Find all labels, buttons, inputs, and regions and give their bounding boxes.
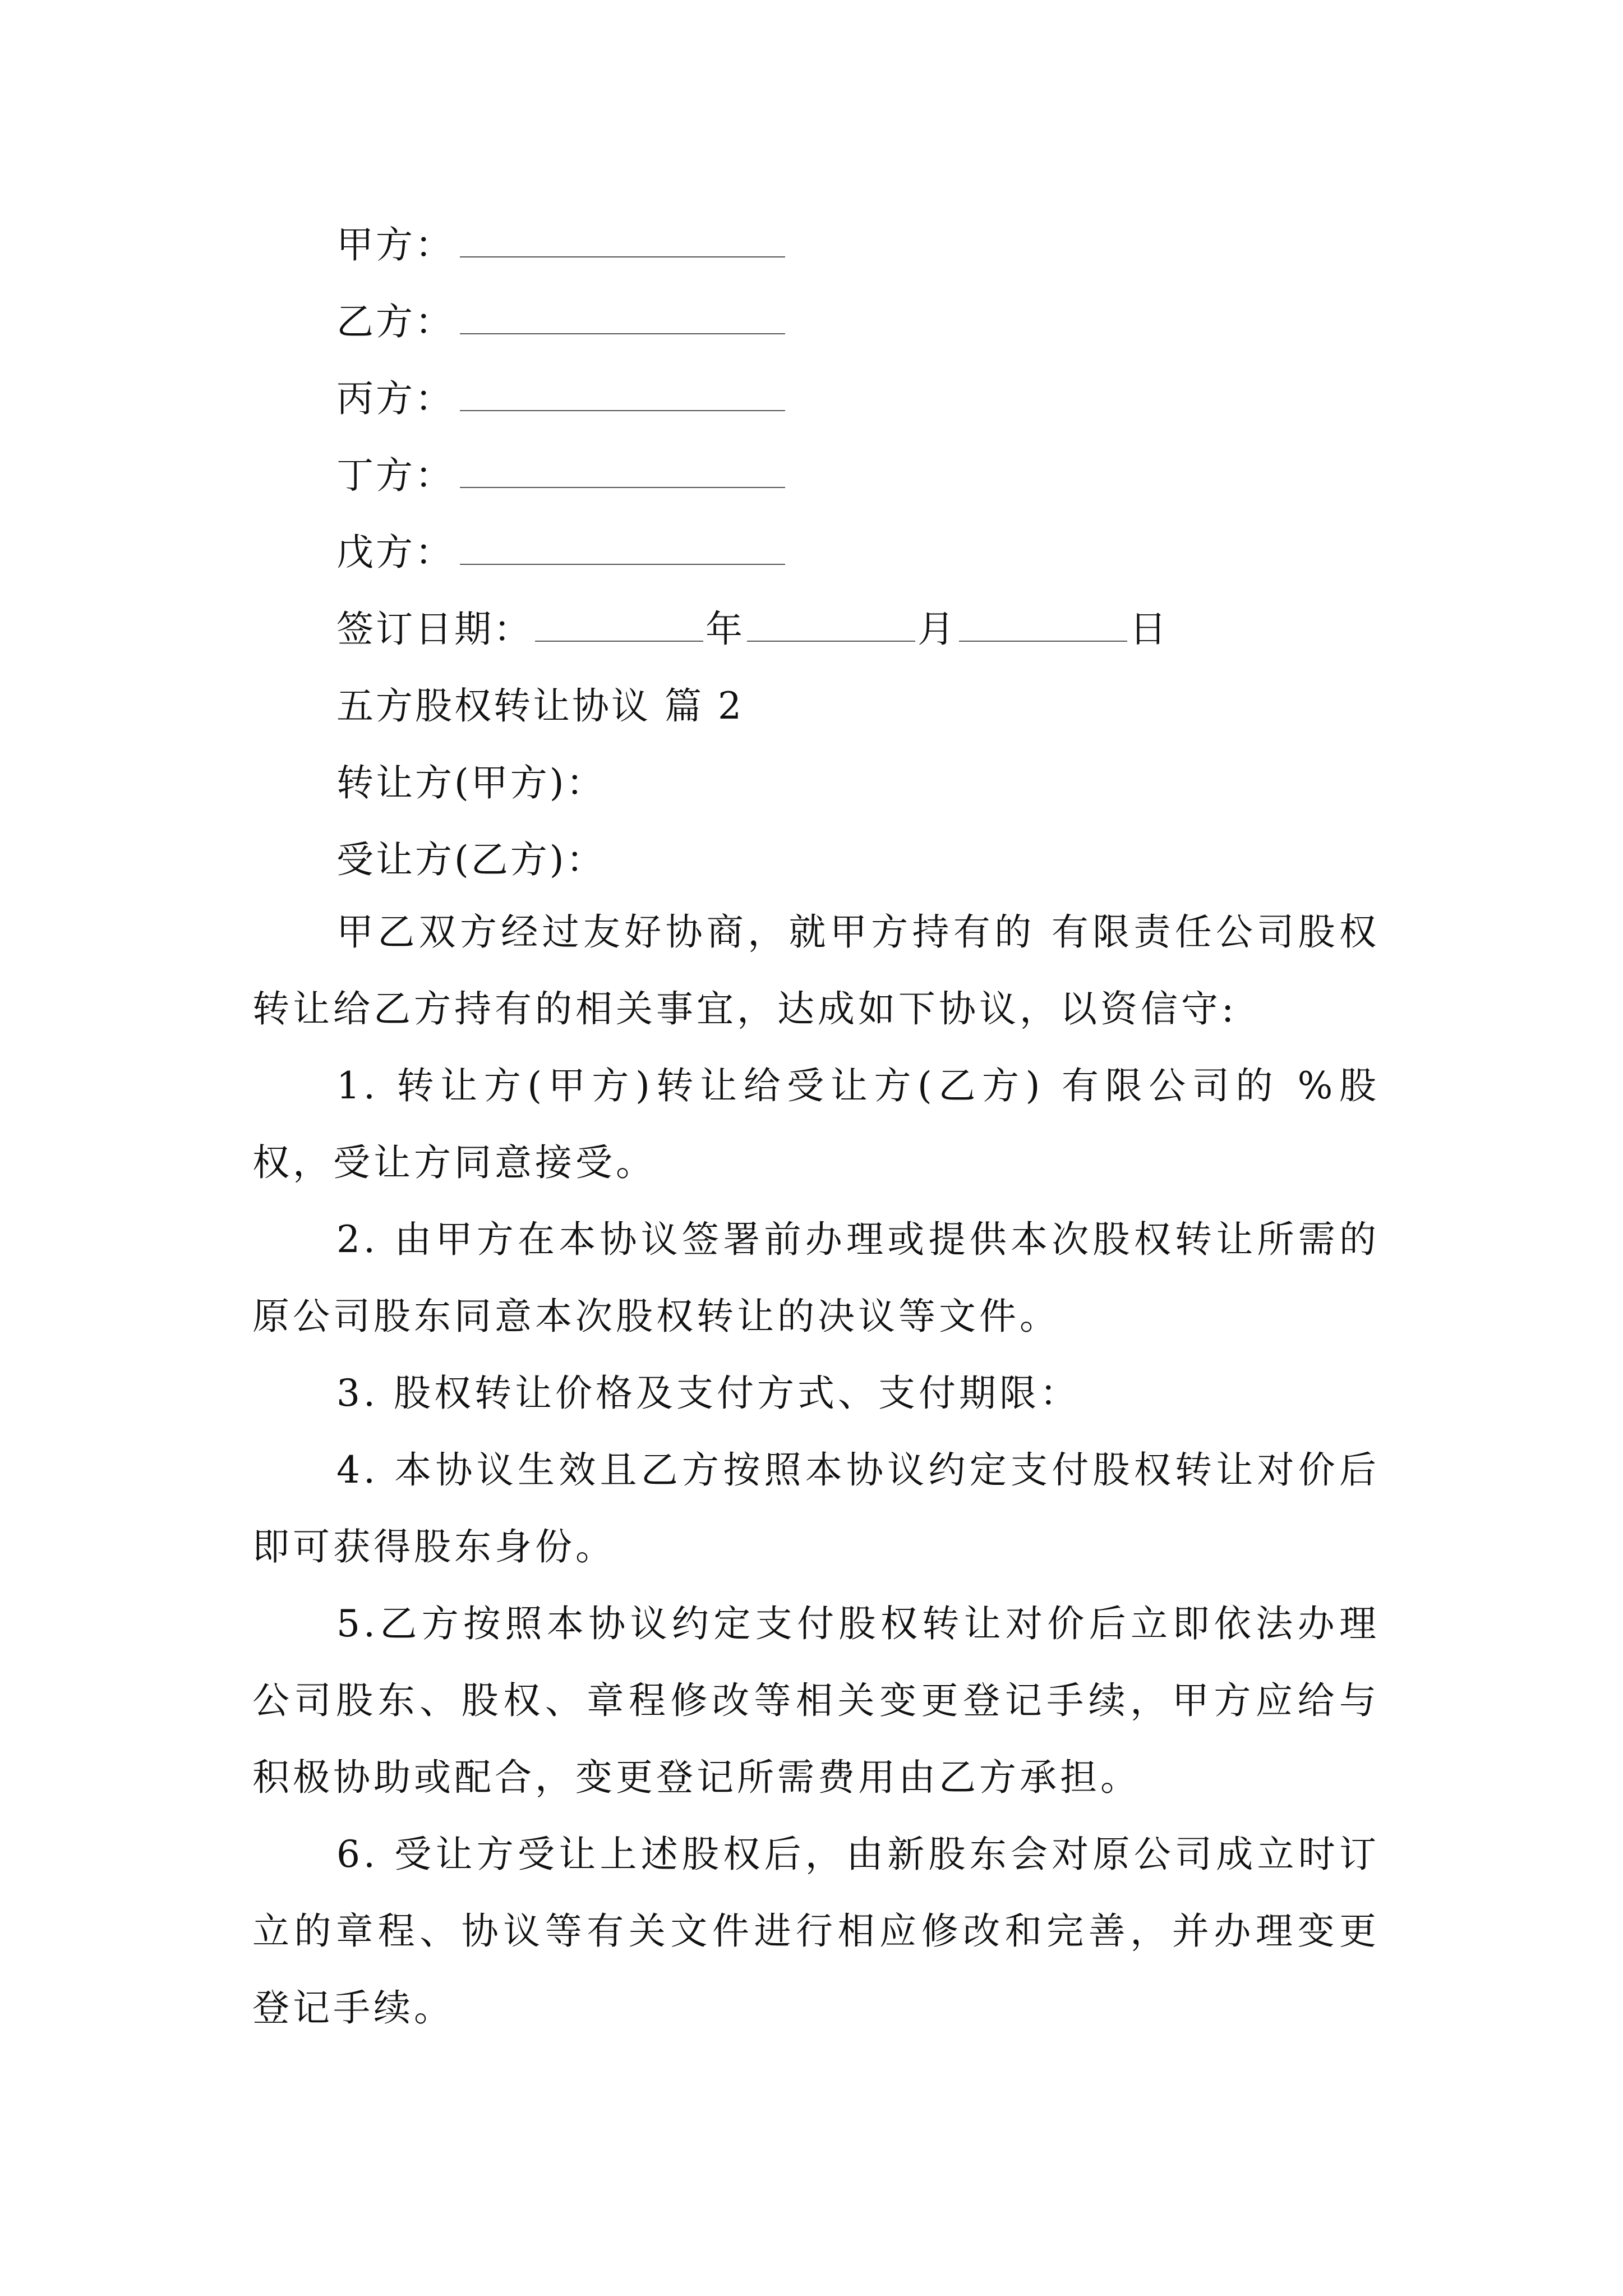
month-label: 月 [917,608,957,651]
year-label: 年 [706,608,745,651]
section-title: 五方股权转让协议 篇 2 [336,684,744,728]
day-blank [959,607,1127,642]
party-label: 戊方： [336,531,454,574]
party-line-jia [336,220,785,270]
party-label: 乙方： [336,300,454,343]
day-label: 日 [1129,608,1169,651]
party-label: 甲方： [336,223,454,266]
party-blank [460,453,785,488]
paragraph-intro: 甲乙双方经过友好协商，就甲方持有的 有限责任公司股权转让给乙方持有的相关事宜，达成如下协议，以资信守: [252,910,1380,1030]
party-blank [460,300,785,334]
signing-date-label: 签订日期： [336,608,533,651]
party-label: 丁方： [336,454,454,497]
paragraph-clause-5: 5.乙方按照本协议约定支付股权转让对价后立即依法办理公司股东、股权、章程修改等相关变更登记手续，甲方应给与积极协助或配合，变更登记所需费用由乙方承担。 [252,1602,1380,1799]
paragraph-clause-3: 3. 股权转让价格及支付方式、支付期限： [336,1372,1080,1415]
year-blank [535,607,703,642]
party-line-wu [336,527,785,578]
transferor-label: 转让方(甲方)： [336,761,606,804]
party-line-bing [336,374,785,424]
party-blank [460,530,785,565]
transferee-label: 受让方(乙方)： [336,838,606,881]
party-label: 丙方： [336,377,454,420]
party-blank [460,223,785,257]
paragraph-clause-6: 6. 受让方受让上述股权后，由新股东会对原公司成立时订立的章程、协议等有关文件进行相应修改和完善，并办理变更登记手续。 [252,1833,1380,2030]
month-blank [747,607,915,642]
party-blank [460,376,785,411]
paragraph-clause-1: 1. 转让方(甲方)转让给受让方(乙方) 有限公司的 %股权，受让方同意接受。 [252,1064,1380,1184]
party-line-ding [336,450,785,501]
paragraph-clause-4: 4. 本协议生效且乙方按照本协议约定支付股权转让对价后即可获得股东身份。 [252,1448,1380,1568]
party-line-yi [336,297,785,347]
paragraph-clause-2: 2. 由甲方在本协议签署前办理或提供本次股权转让所需的原公司股东同意本次股权转让的决议等文件。 [252,1218,1380,1338]
signing-date-line [336,604,1169,655]
